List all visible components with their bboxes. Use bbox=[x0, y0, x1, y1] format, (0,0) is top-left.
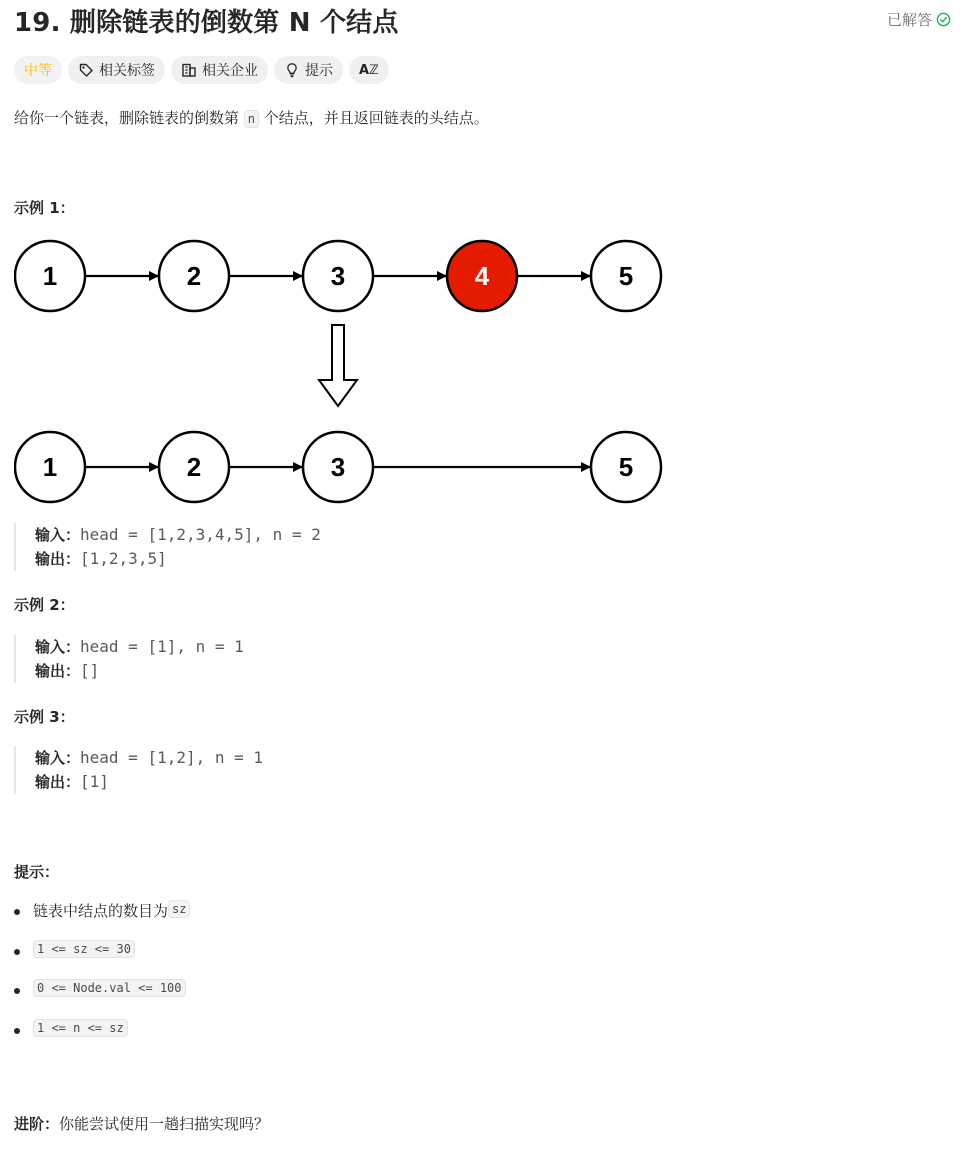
input-label: 输入： bbox=[35, 749, 81, 767]
output-label: 输出： bbox=[35, 662, 81, 680]
hint-label: 提示 bbox=[305, 63, 333, 79]
list-node-1 bbox=[15, 432, 85, 502]
list-node-4 bbox=[447, 241, 517, 311]
example-3-output: [1] bbox=[80, 772, 109, 791]
follow-up-text: 你能尝试使用一趟扫描实现吗？ bbox=[59, 1115, 270, 1133]
lightbulb-icon bbox=[284, 62, 300, 78]
svg-text:5: 5 bbox=[618, 261, 634, 291]
example-2-input: head = [1], n = 1 bbox=[80, 637, 244, 656]
example-2-block bbox=[14, 635, 244, 683]
example-2-heading: 示例 2： bbox=[14, 596, 75, 614]
svg-text:4: 4 bbox=[474, 261, 490, 291]
description-text-1: 给你一个链表，删除链表的倒数第 bbox=[14, 109, 244, 127]
follow-up bbox=[14, 1113, 269, 1134]
list-node-5 bbox=[591, 432, 661, 502]
constraint-code: 1 <= sz <= 30 bbox=[33, 940, 135, 958]
translate-icon: Aℤ bbox=[359, 62, 379, 78]
list-item bbox=[14, 940, 190, 980]
list-before bbox=[15, 241, 661, 311]
solved-label: 已解答 bbox=[886, 11, 932, 29]
output-label: 输出： bbox=[35, 550, 81, 568]
constraint-code: 0 <= Node.val <= 100 bbox=[33, 979, 186, 997]
related-companies-label: 相关企业 bbox=[202, 63, 258, 79]
description-text-2: 个结点，并且返回链表的头结点。 bbox=[259, 109, 489, 127]
example-3-heading: 示例 3： bbox=[14, 708, 75, 726]
difficulty-label: 中等 bbox=[24, 63, 52, 79]
tag-icon bbox=[78, 62, 94, 78]
list-node-2 bbox=[159, 432, 229, 502]
list-item bbox=[14, 900, 190, 940]
solved-status[interactable] bbox=[887, 9, 951, 30]
follow-up-label: 进阶： bbox=[14, 1115, 60, 1133]
list-node-3 bbox=[303, 241, 373, 311]
building-icon bbox=[181, 62, 197, 78]
hint-button[interactable] bbox=[274, 56, 343, 84]
input-label: 输入： bbox=[35, 526, 81, 544]
constraints-heading: 提示： bbox=[14, 863, 60, 881]
svg-text:3: 3 bbox=[330, 452, 346, 482]
svg-text:3: 3 bbox=[330, 261, 346, 291]
svg-text:1: 1 bbox=[42, 452, 58, 482]
tag-bar bbox=[14, 56, 389, 84]
example-3-input: head = [1,2], n = 1 bbox=[80, 748, 264, 767]
related-companies-button[interactable] bbox=[171, 56, 268, 84]
svg-text:2: 2 bbox=[186, 261, 202, 291]
svg-text:5: 5 bbox=[618, 452, 634, 482]
list-after bbox=[15, 432, 661, 502]
example-1-block bbox=[14, 523, 321, 571]
list-node-1 bbox=[15, 241, 85, 311]
problem-title: 19. 删除链表的倒数第 N 个结点 bbox=[14, 8, 399, 38]
related-tags-label: 相关标签 bbox=[99, 63, 155, 79]
constraint-code: 1 <= n <= sz bbox=[33, 1019, 128, 1037]
down-arrow bbox=[319, 325, 357, 406]
output-label: 输出： bbox=[35, 773, 81, 791]
list-item bbox=[14, 1019, 190, 1059]
list-node-5 bbox=[591, 241, 661, 311]
constraint-text: 链表中结点的数目为 bbox=[33, 902, 169, 920]
list-item bbox=[14, 979, 190, 1019]
example-3-block bbox=[14, 746, 263, 794]
description-code-n: n bbox=[244, 110, 259, 128]
example-1-heading: 示例 1： bbox=[14, 199, 75, 217]
example-2-output: [] bbox=[80, 661, 100, 680]
svg-text:1: 1 bbox=[42, 261, 58, 291]
svg-text:2: 2 bbox=[186, 452, 202, 482]
linked-list-diagram bbox=[14, 234, 666, 506]
problem-description bbox=[14, 108, 489, 129]
example-1-input: head = [1,2,3,4,5], n = 2 bbox=[80, 525, 321, 544]
translate-button[interactable] bbox=[349, 56, 389, 84]
input-label: 输入： bbox=[35, 638, 81, 656]
check-circle-icon bbox=[936, 12, 951, 27]
example-1-output: [1,2,3,5] bbox=[80, 549, 167, 568]
list-node-3 bbox=[303, 432, 373, 502]
list-node-2 bbox=[159, 241, 229, 311]
constraints-list bbox=[14, 900, 190, 1058]
difficulty-badge[interactable] bbox=[14, 56, 62, 84]
constraint-code-sz: sz bbox=[168, 900, 190, 918]
related-tags-button[interactable] bbox=[68, 56, 165, 84]
